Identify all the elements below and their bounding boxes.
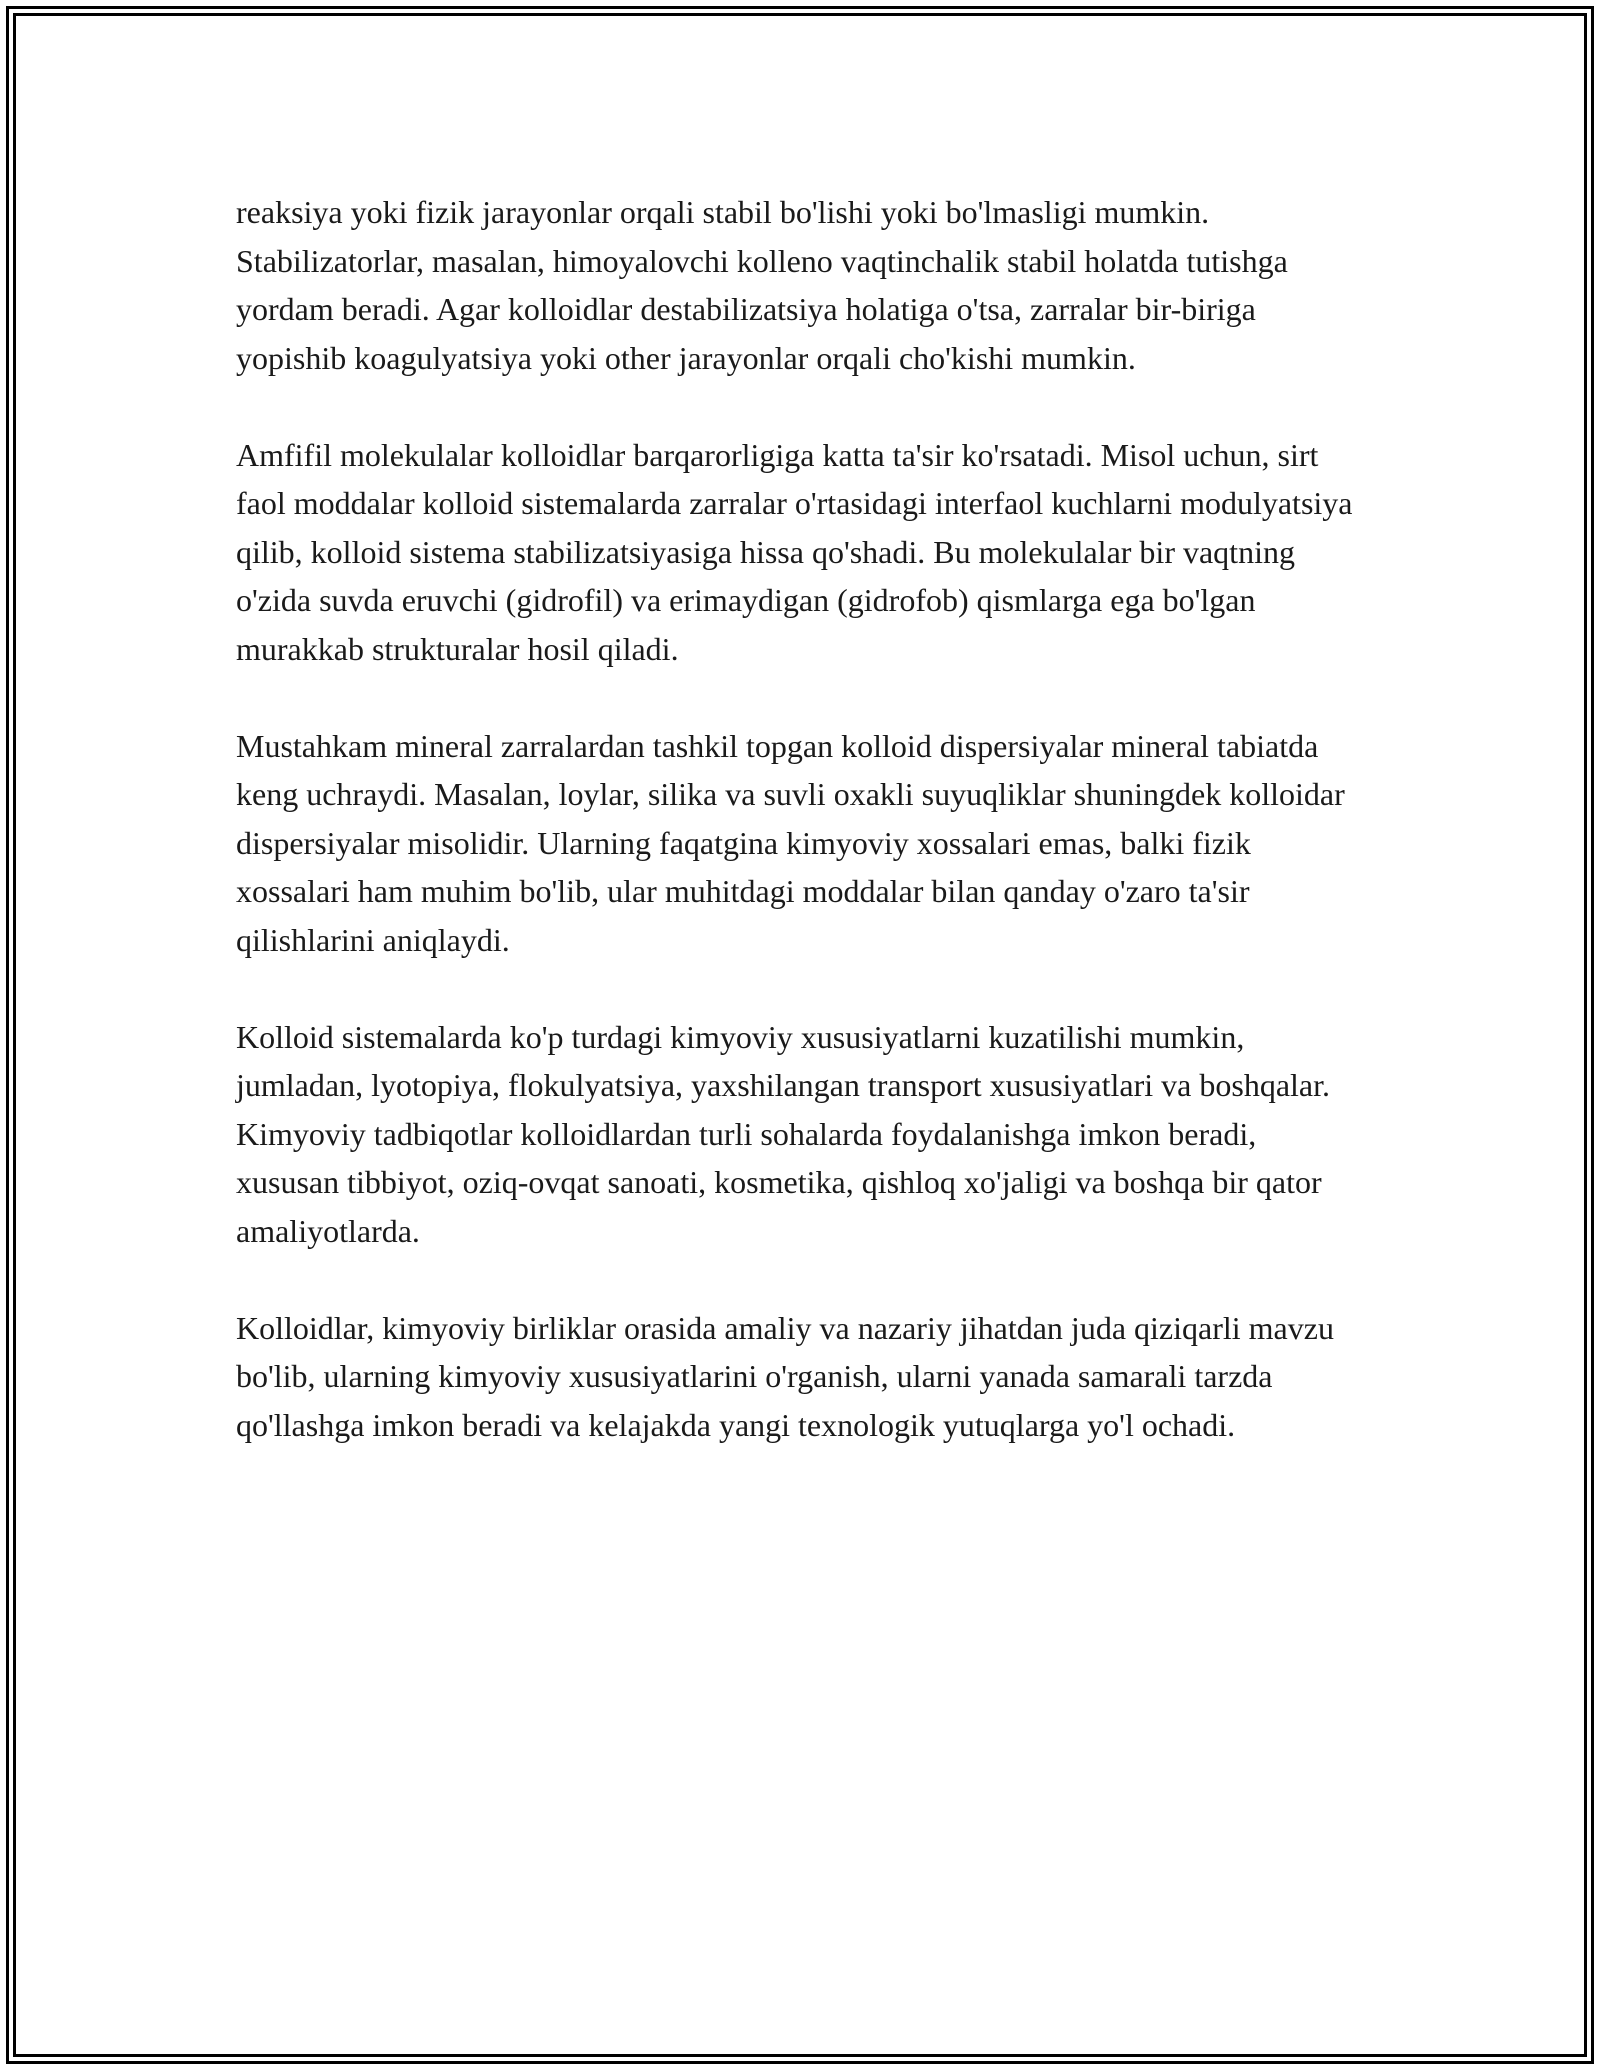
paragraph-2: Amfifil molekulalar kolloidlar barqarorligiga katta ta'sir ko'rsatadi. Misol uchun, sirt faol moddalar kolloid sistemalarda zarralar o'rtasidagi interfaol kuchlarni modulyatsiya qilib, kolloid sistema stabilizatsiyasiga hissa qo'shadi. Bu molekulalar bir vaqtning o'zida suvda eruvchi (gidrofil) va erimaydigan (gidrofob) qismlarga ega bo'lgan murakkab strukturalar hosil qiladi. bbox=[236, 436, 1353, 667]
paragraph-5: Kolloidlar, kimyoviy birliklar orasida amaliy va nazariy jihatdan juda qiziqarli mavzu bo'lib, ularning kimyoviy xususiyatlarini o'rganish, ularni yanada samarali tarzda qo'llashga imkon beradi va kelajakda yangi texnologik yutuqlarga yo'l ochadi. bbox=[236, 1309, 1334, 1443]
document-body bbox=[236, 188, 1366, 1498]
paragraph-4: Kolloid sistemalarda ko'p turdagi kimyoviy xususiyatlarni kuzatilishi mumkin, jumladan, lyotopiya, flokulyatsiya, yaxshilangan transport xususiyatlari va boshqalar. Kimyoviy tadbiqotlar kolloidlardan turli sohalarda foydalanishga imkon beradi, xususan tibbiyot, oziq-ovqat sanoati, kosmetika, qishloq xo'jaligi va boshqa bir qator amaliyotlarda. bbox=[236, 1018, 1330, 1249]
paragraph-1: reaksiya yoki fizik jarayonlar orqali stabil bo'lishi yoki bo'lmasligi mumkin. Stabilizatorlar, masalan, himoyalovchi kolleno vaqtinchalik stabil holatda tutishga yordam beradi. Agar kolloidlar destabilizatsiya holatiga o'tsa, zarralar bir-biriga yopishib koagulyatsiya yoki other jarayonlar orqali cho'kishi mumkin. bbox=[236, 194, 1288, 376]
paragraph-3: Mustahkam mineral zarralardan tashkil topgan kolloid dispersiyalar mineral tabiatda keng uchraydi. Masalan, loylar, silika va suvli oxakli suyuqliklar shuningdek kolloidar dispersiyalar misolidir. Ularning faqatgina kimyoviy xossalari emas, balki fizik xossalari ham muhim bo'lib, ular muhitdagi moddalar bilan qanday o'zaro ta'sir qilishlarini aniqlaydi. bbox=[236, 727, 1345, 958]
